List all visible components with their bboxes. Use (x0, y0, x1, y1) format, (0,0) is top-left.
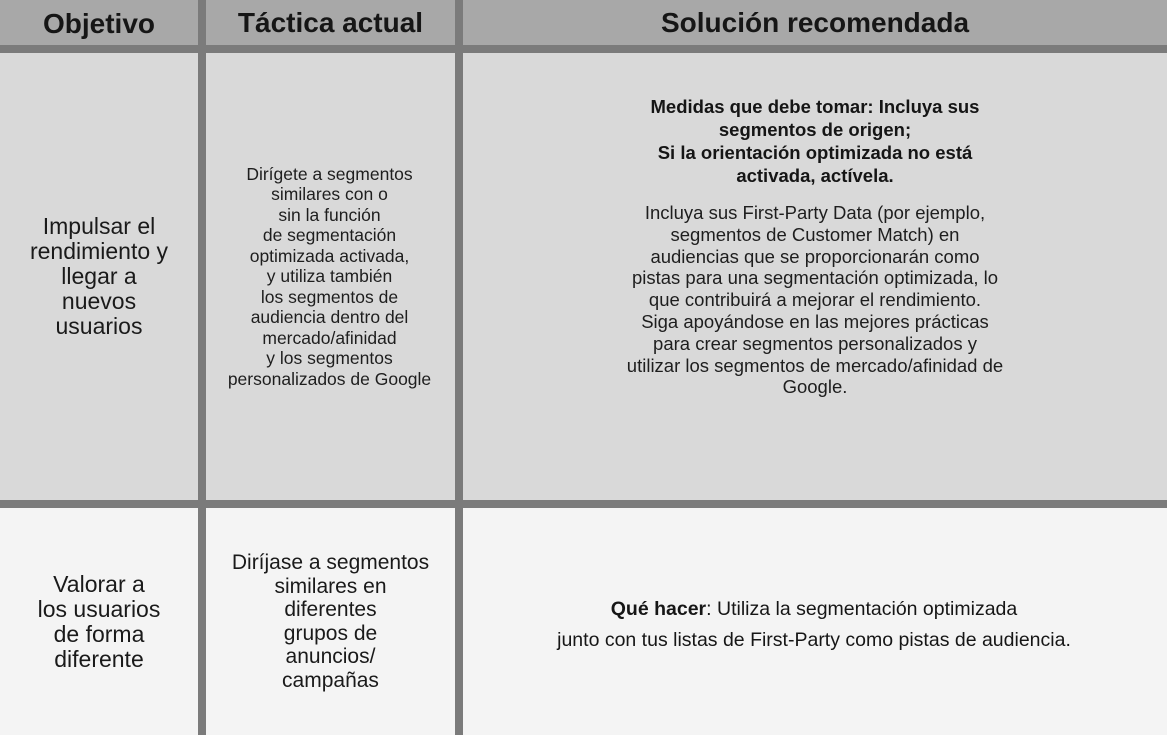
row2-tactic-cell (206, 508, 455, 735)
row1-objective-cell (0, 53, 198, 500)
row2-objective-text: Valorar a los usuarios de forma diferente (37, 570, 161, 672)
header-objetivo (0, 0, 198, 45)
row2-tactic-text: Diríjase a segmentos similares en diferentes grupos de anuncios/ campañas (231, 551, 430, 692)
header-tactica-label: Táctica actual (237, 6, 424, 38)
row2-solution-line2: junto con tus listas de First-Party como pistas de audiencia. (557, 628, 1071, 651)
row2-solution-line1-text: : Utiliza la segmentación optimizada (706, 597, 1018, 620)
row2-solution-line1 (611, 594, 1017, 625)
row1-objective-text: Impulsar el rendimiento y llegar a nuevos usuarios (29, 213, 169, 339)
row2-solution-cell (463, 508, 1167, 735)
header-solucion-label: Solución recomendada (660, 6, 970, 38)
row2-objective-cell (0, 508, 198, 735)
header-tactica-actual (206, 0, 455, 45)
row1-solution-actions: Medidas que debe tomar: Incluya sus segmentos de origen; Si la orientación optimizada no está activada, actívela. (650, 96, 980, 186)
header-solucion-recomendada (463, 0, 1167, 45)
row1-solution-body: Incluya sus First-Party Data (por ejemplo, segmentos de Customer Match) en audiencias que se proporcionarán como pistas para una segmentación optimizada, lo que contribuirá a mejorar el rendimiento. Siga apoyándose en las mejores prácticas para crear segmentos personalizados y utilizar los segmentos de mercado/afinidad de Google. (626, 202, 1004, 398)
row1-tactic-text: Dirígete a segmentos similares con o sin la función de segmentación optimizada activada, y utiliza también los segmentos de audiencia dentro del mercado/afinidad y los segmentos personalizados de Google (227, 163, 432, 389)
row1-solution-cell (463, 53, 1167, 500)
row1-tactic-cell (206, 53, 455, 500)
header-objetivo-label: Objetivo (42, 7, 155, 39)
row2-solution-label: Qué hacer (610, 597, 707, 620)
